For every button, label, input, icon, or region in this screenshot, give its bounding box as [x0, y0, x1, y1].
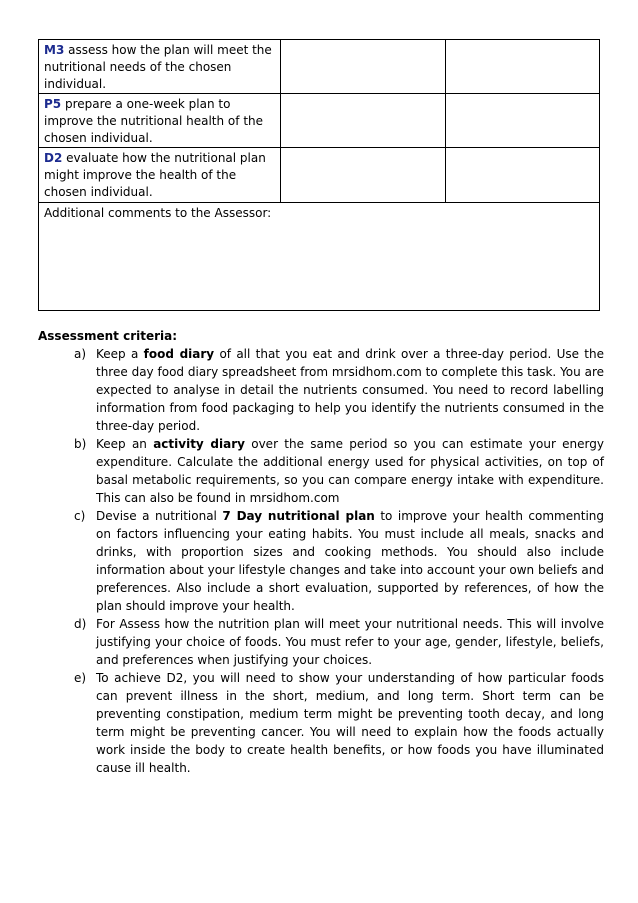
criteria-list [38, 345, 604, 777]
criterion-cell [39, 148, 281, 202]
item-text: Devise a nutritional [96, 509, 223, 523]
list-marker: b) [74, 437, 87, 451]
achieved-cell[interactable] [446, 148, 599, 202]
achieved-cell[interactable] [446, 94, 599, 147]
item-bold-text: food diary [143, 347, 215, 361]
evidence-cell[interactable] [281, 148, 446, 202]
item-bold-text: activity diary [153, 437, 245, 451]
list-item [38, 669, 604, 777]
list-item [38, 435, 604, 507]
item-text: Keep a [96, 347, 144, 361]
item-text: of all that you eat and drink over a three-day period. Use the three day food diary spreadsheet from mrsidhom.com to complete this task. You are expected to analyse in detail the nutrients consumed. You need to record labelling information from food packaging to help you identify the nutrients consumed in the three-day period. [96, 347, 604, 433]
assessment-criteria-section [38, 327, 604, 777]
criterion-text: evaluate how the nutritional plan might improve the health of the chosen individual. [44, 151, 266, 199]
criterion-code: D2 [44, 151, 63, 165]
evidence-cell[interactable] [281, 40, 446, 93]
item-bold-text: 7 Day nutritional plan [222, 509, 375, 523]
criterion-row-m3 [39, 40, 599, 94]
criterion-text: prepare a one-week plan to improve the nutritional health of the chosen individual. [44, 97, 264, 145]
comments-row[interactable] [39, 203, 599, 310]
achieved-cell[interactable] [446, 40, 599, 93]
item-text: over the same period so you can estimate your energy expenditure. Calculate the additional energy used for physical activities, on top of basal metabolic requirements, so you can compare energy intake with expenditure. This can also be found in mrsidhom.com [96, 437, 604, 505]
list-marker: d) [74, 617, 87, 631]
criterion-cell [39, 40, 281, 93]
item-text: Keep an [96, 437, 154, 451]
criterion-cell [39, 94, 281, 147]
list-marker: e) [74, 671, 87, 685]
list-item [38, 615, 604, 669]
comments-label: Additional comments to the Assessor: [44, 206, 272, 220]
item-text: To achieve D2, you will need to show your understanding of how particular foods can prevent illness in the short, medium, and long term. Short term can be preventing constipation, medium term might be preventing tooth decay, and long term might be preventing cancer. You will need to explain how the foods actually work inside the body to create health benefits, or how foods you have illuminated cause ill health. [96, 671, 604, 775]
list-item [38, 345, 604, 435]
list-item [38, 507, 604, 615]
list-marker: c) [74, 509, 86, 523]
item-text: to improve your health commenting on factors influencing your eating habits. You must include all meals, snacks and drinks, with proportion sizes and cooking methods. You should also include information about your lifestyle changes and take into account your own beliefs and preferences. Also include a short evaluation, supported by references, of how the plan should improve your health. [96, 509, 604, 613]
list-marker: a) [74, 347, 87, 361]
criterion-row-p5 [39, 94, 599, 148]
criterion-row-d2 [39, 148, 599, 203]
criterion-text: assess how the plan will meet the nutritional needs of the chosen individual. [44, 43, 272, 91]
item-text: For Assess how the nutrition plan will meet your nutritional needs. This will involve justifying your choice of foods. You must refer to your age, gender, lifestyle, beliefs, and preferences when justifying your choices. [96, 617, 604, 667]
criterion-code: P5 [44, 97, 62, 111]
criterion-code: M3 [44, 43, 65, 57]
evidence-cell[interactable] [281, 94, 446, 147]
grading-table [38, 39, 600, 311]
section-title: Assessment criteria: [38, 329, 178, 343]
